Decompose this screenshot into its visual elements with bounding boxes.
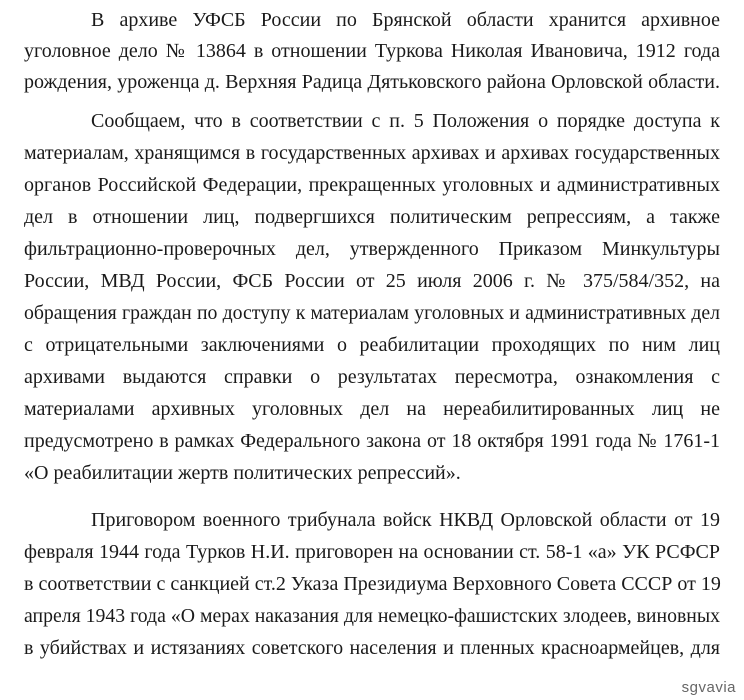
text-line: материалам, хранящимся в государственных архивах и архивах государственных — [24, 142, 720, 164]
text-line: Сообщаем, что в соответствии с п. 5 Положения о порядке доступа к — [91, 110, 720, 132]
text-line: материалами архивных уголовных дел на нереабилитированных лиц не — [24, 398, 720, 420]
text-line: уголовное дело № 13864 в отношении Туркова Николая Ивановича, 1912 года — [24, 40, 720, 62]
text-line: фильтрационно-проверочных дел, утвержденного Приказом Минкультуры — [24, 238, 720, 260]
text-line: февраля 1944 года Турков Н.И. приговорен на основании ст. 58-1 «а» УК РСФСР — [24, 541, 720, 563]
text-line: Приговором военного трибунала войск НКВД Орловской области от 19 — [91, 509, 720, 531]
text-line: России, МВД России, ФСБ России от 25 июля 2006 г. № 375/584/352, на — [24, 270, 720, 292]
text-line: рождения, уроженца д. Верхняя Радица Дятьковского района Орловской области. — [24, 71, 720, 93]
text-line: «О реабилитации жертв политических репрессий». — [24, 462, 461, 484]
watermark-text: sgvavia — [681, 679, 736, 696]
text-line: предусмотрено в рамках Федерального закона от 18 октября 1991 года № 1761-1 — [24, 430, 720, 452]
text-line: апреля 1943 года «О мерах наказания для немецко-фашистских злодеев, виновных — [24, 605, 720, 627]
text-line: В архиве УФСБ России по Брянской области хранится архивное — [91, 9, 720, 31]
text-line: обращения граждан по доступу к материалам уголовных и административных дел — [24, 302, 720, 324]
text-line: в соответствии с санкцией ст.2 Указа Президиума Верховного Совета СССР от 19 — [24, 573, 721, 595]
text-line: в убийствах и истязаниях советского населения и пленных красноармейцев, для — [24, 637, 720, 659]
text-line: органов Российской Федерации, прекращенных уголовных и административных — [24, 174, 720, 196]
text-line: архивами выдаются справки о результатах пересмотра, ознакомления с — [24, 366, 720, 388]
text-line: дел в отношении лиц, подвергшихся политическим репрессиям, а также — [24, 206, 720, 228]
text-line: с отрицательными заключениями о реабилитации проходящих по ним лиц — [24, 334, 720, 356]
